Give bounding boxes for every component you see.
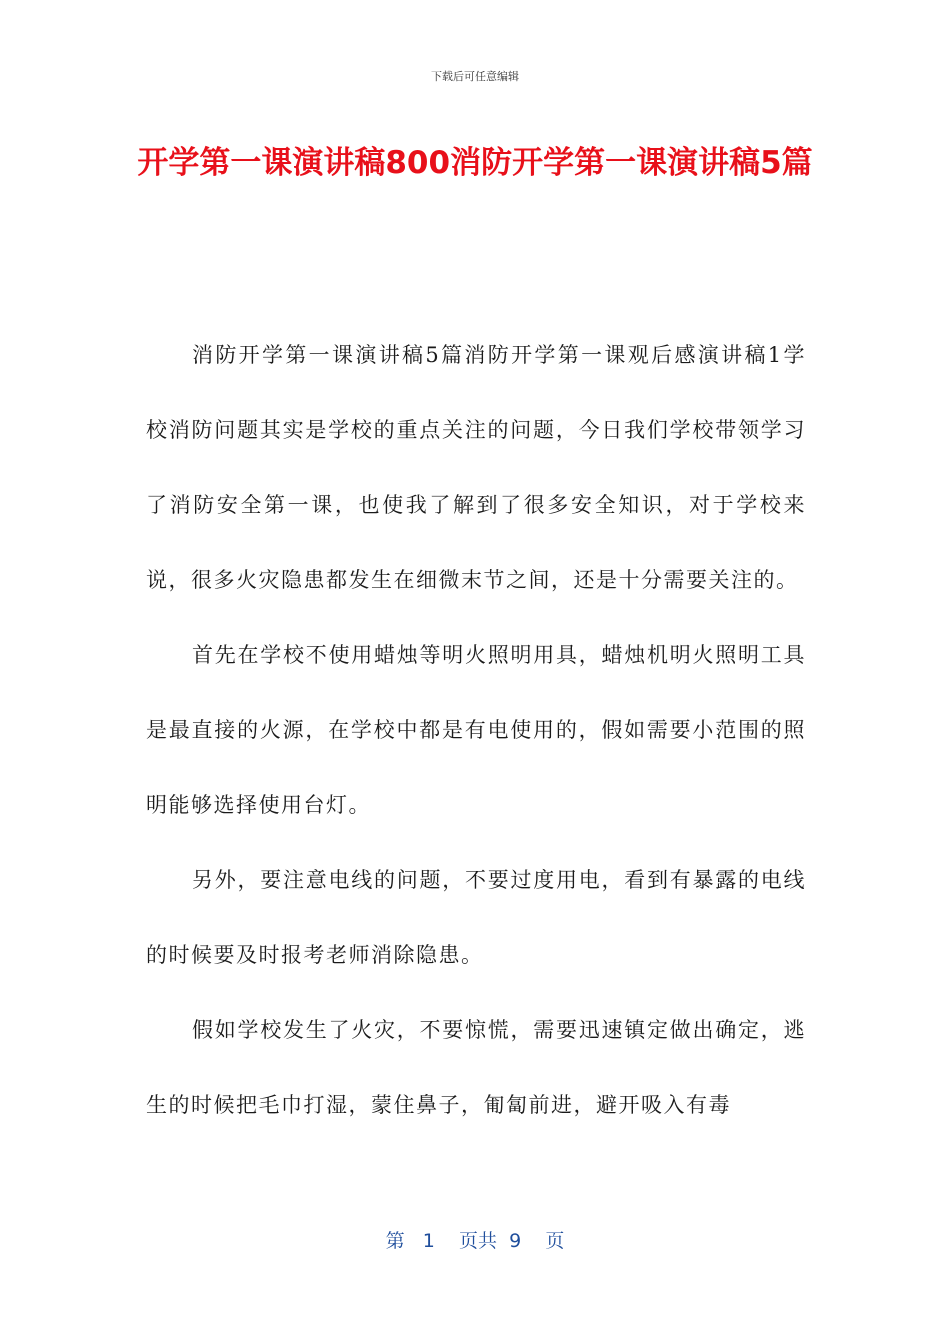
body-paragraph-1: 消防开学第一课演讲稿5篇消防开学第一课观后感演讲稿1学校消防问题其实是学校的重点关注的问题，今日我们学校带领学习了消防安全第一课，也使我了解到了很多安全知识，对于学校来说，很多火灾隐患都发生在细微末节之间，还是十分需要关注的。: [146, 343, 806, 592]
body-paragraph-2: 首先在学校不使用蜡烛等明火照明用具，蜡烛机明火照明工具是最直接的火源，在学校中都是有电使用的，假如需要小范围的照明能够选择使用台灯。: [146, 643, 806, 817]
document-body: [146, 318, 806, 1143]
body-paragraph-4: 假如学校发生了火灾，不要惊慌，需要迅速镇定做出确定，逃生的时候把毛巾打湿，蒙住鼻子，匍匐前进，避开吸入有毒: [146, 1018, 806, 1117]
page-footer: [0, 1226, 950, 1253]
document-title: 开学第一课演讲稿800消防开学第一课演讲稿5篇: [137, 145, 813, 181]
page-label-prefix: 第: [385, 1230, 405, 1252]
page-label-mid: 页共: [459, 1230, 498, 1252]
body-paragraph-3: 另外，要注意电线的问题，不要过度用电，看到有暴露的电线的时候要及时报考老师消除隐患。: [146, 868, 806, 967]
current-page-number: 1: [422, 1230, 435, 1252]
page-label-suffix: 页: [545, 1230, 565, 1252]
total-pages-number: 9: [509, 1230, 522, 1252]
header-note: 下载后可任意编辑: [431, 70, 519, 83]
